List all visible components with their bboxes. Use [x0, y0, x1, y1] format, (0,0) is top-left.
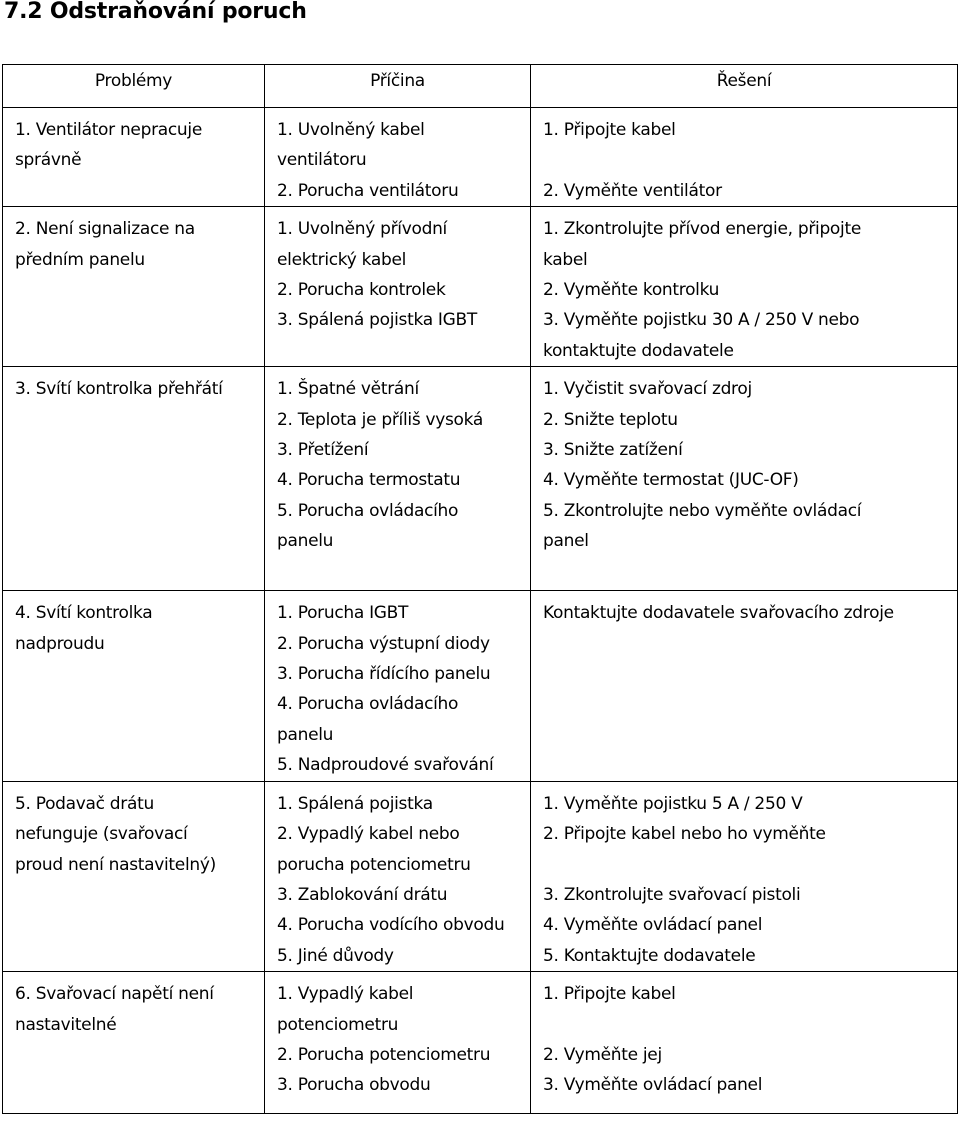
page-title: 7.2 Odstraňování poruch	[4, 0, 307, 24]
solution-line: 3. Vyměňte pojistku 30 A / 250 V nebo	[543, 310, 860, 331]
solution-line: 5. Zkontrolujte nebo vyměňte ovládací	[543, 500, 862, 521]
problem-cell	[3, 972, 265, 1114]
solution-line	[543, 145, 953, 175]
solution-line: 2. Vyměňte jej	[543, 1044, 662, 1065]
header-cause: Příčina	[265, 65, 531, 108]
cause-line: 4. Porucha termostatu	[277, 470, 461, 491]
problem-line: správně	[15, 150, 82, 171]
problem-line: 1. Ventilátor nepracuje	[15, 120, 202, 140]
table-row	[3, 367, 958, 591]
cause-line: 1. Špatné větrání	[277, 379, 419, 400]
problem-line: 2. Není signalizace na	[15, 219, 195, 240]
cause-line: 5. Nadproudové svařování	[277, 755, 494, 776]
table-row	[3, 108, 958, 207]
cause-line: potenciometru	[277, 1014, 399, 1035]
problem-line: 4. Svítí kontrolka	[15, 603, 153, 624]
cause-line: 2. Porucha ventilátoru	[277, 180, 459, 201]
cause-cell	[265, 207, 531, 367]
table-row	[3, 207, 958, 367]
problem-line: předním panelu	[15, 249, 145, 270]
solution-cell	[531, 972, 958, 1114]
solution-line: 1. Připojte kabel	[543, 984, 676, 1005]
solution-line: 3. Vyměňte ovládací panel	[543, 1075, 763, 1096]
solution-line: 4. Vyměňte ovládací panel	[543, 915, 763, 936]
cause-cell	[265, 591, 531, 781]
solution-cell	[531, 207, 958, 367]
cause-cell	[265, 367, 531, 591]
problem-cell	[3, 207, 265, 367]
cause-line: porucha potenciometru	[277, 854, 471, 875]
cause-line: 4. Porucha ovládacího	[277, 694, 459, 715]
problem-line: nefunguje (svařovací	[15, 824, 188, 845]
solution-line: 1. Zkontrolujte přívod energie, připojte	[543, 219, 861, 240]
solution-line: 2. Vyměňte kontrolku	[543, 280, 720, 301]
cause-line: 1. Porucha IGBT	[277, 603, 409, 624]
cause-line: 2. Porucha výstupní diody	[277, 633, 490, 654]
header-solution: Řešení	[531, 65, 958, 108]
solution-line: 2. Připojte kabel nebo ho vyměňte	[543, 824, 826, 845]
solution-line: 3. Zkontrolujte svařovací pistoli	[543, 884, 801, 905]
table-row	[3, 972, 958, 1114]
cause-line: elektrický kabel	[277, 249, 407, 270]
cause-line: 4. Porucha vodícího obvodu	[277, 915, 505, 936]
cause-line: 3. Porucha obvodu	[277, 1075, 431, 1096]
cause-line: 1. Uvolněný přívodní	[277, 219, 447, 240]
problem-line: 5. Podavač drátu	[15, 793, 154, 814]
problem-line: nadproudu	[15, 633, 105, 654]
cause-line: 3. Spálená pojistka IGBT	[277, 310, 477, 331]
solution-cell	[531, 108, 958, 207]
solution-cell	[531, 781, 958, 971]
problem-cell	[3, 108, 265, 207]
solution-line	[543, 1010, 953, 1040]
cause-line: ventilátoru	[277, 150, 367, 171]
solution-line: 1. Vyměňte pojistku 5 A / 250 V	[543, 793, 803, 814]
problem-line: 6. Svařovací napětí není	[15, 984, 214, 1005]
solution-cell	[531, 367, 958, 591]
solution-line: panel	[543, 531, 589, 552]
cause-line: 2. Porucha potenciometru	[277, 1044, 491, 1065]
table-row	[3, 781, 958, 971]
solution-line: kabel	[543, 249, 588, 270]
solution-cell	[531, 591, 958, 781]
cause-line: 2. Vypadlý kabel nebo	[277, 824, 460, 845]
cause-line: 1. Uvolněný kabel	[277, 120, 425, 140]
cause-cell	[265, 108, 531, 207]
problem-cell	[3, 781, 265, 971]
cause-line: panelu	[277, 724, 334, 745]
table-header-row	[3, 65, 958, 108]
cause-line: 2. Porucha kontrolek	[277, 280, 446, 301]
solution-line: 1. Vyčistit svařovací zdroj	[543, 379, 752, 400]
cause-line: 3. Porucha řídícího panelu	[277, 664, 491, 685]
problem-line: 3. Svítí kontrolka přehřátí	[15, 379, 223, 400]
solution-line: 2. Snižte teplotu	[543, 409, 678, 430]
cause-cell	[265, 781, 531, 971]
cause-line: 5. Porucha ovládacího	[277, 500, 459, 521]
troubleshooting-table	[2, 64, 958, 1114]
solution-line: 2. Vyměňte ventilátor	[543, 180, 722, 201]
cause-line: panelu	[277, 531, 334, 552]
header-problems: Problémy	[3, 65, 265, 108]
problem-cell	[3, 591, 265, 781]
solution-line: 4. Vyměňte termostat (JUC-OF)	[543, 470, 799, 491]
problem-line: nastavitelné	[15, 1014, 117, 1035]
solution-line: kontaktujte dodavatele	[543, 340, 734, 361]
cause-line: 2. Teplota je příliš vysoká	[277, 409, 484, 430]
solution-line	[543, 850, 953, 880]
solution-line: 3. Snižte zatížení	[543, 440, 683, 461]
cause-line: 3. Přetížení	[277, 440, 369, 461]
solution-line: 1. Připojte kabel	[543, 120, 676, 140]
solution-line: Kontaktujte dodavatele svařovacího zdroje	[543, 603, 894, 624]
table-row	[3, 591, 958, 781]
problem-line: proud není nastavitelný)	[15, 854, 216, 875]
cause-line: 1. Vypadlý kabel	[277, 984, 414, 1005]
cause-line: 5. Jiné důvody	[277, 945, 394, 966]
cause-cell	[265, 972, 531, 1114]
cause-line: 3. Zablokování drátu	[277, 884, 448, 905]
solution-line: 5. Kontaktujte dodavatele	[543, 945, 756, 966]
problem-cell	[3, 367, 265, 591]
cause-line: 1. Spálená pojistka	[277, 793, 433, 814]
